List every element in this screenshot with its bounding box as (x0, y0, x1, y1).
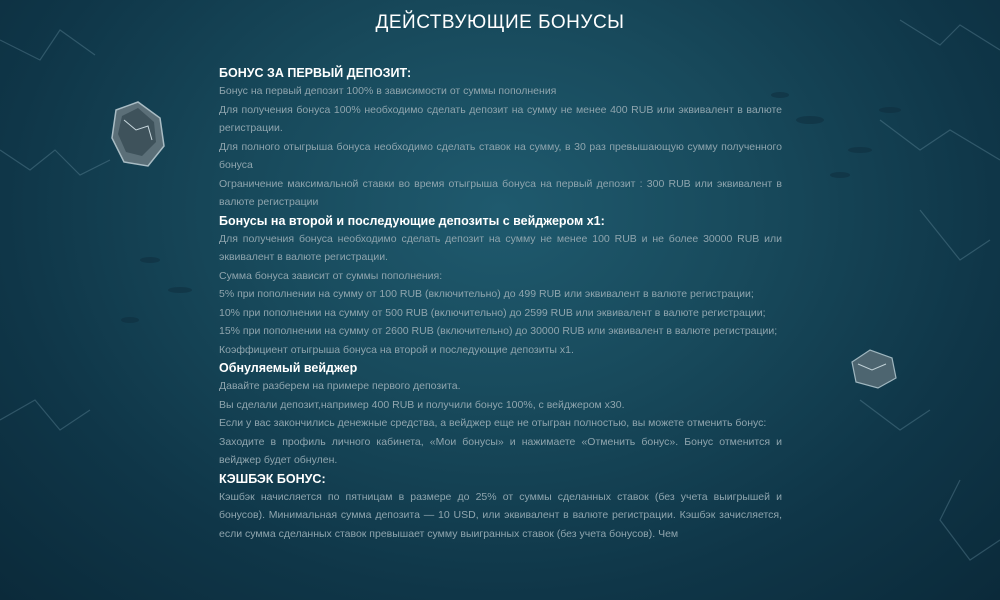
section-paragraph: Кэшбэк начисляется по пятницам в размере до 25% от суммы сделанных ставок (без учета выигрышей и бонусов). Минимальная сумма депозита — 10 USD, или эквивалент в валюте регистрации. Кэшбэк зачисляется, если сумма сделанных ставок превышает сумму выигранных ставок (без учета бонусов). Чем (219, 490, 782, 540)
section-paragraph: Бонус на первый депозит 100% в зависимости от суммы пополнения (219, 85, 557, 97)
section-heading: Бонусы на второй и последующие депозиты с вейджером х1: (219, 213, 605, 228)
section-paragraph: 15% при пополнении на сумму от 2600 RUB (включительно) до 30000 RUB или эквивалент в валюте регистрации; (219, 325, 778, 337)
section-paragraph: Для получения бонуса необходимо сделать депозит на сумму не менее 100 RUB и не более 30000 RUB или эквивалент в валюте регистрации. (219, 232, 782, 263)
section-heading: КЭШБЭК БОНУС: (219, 471, 326, 486)
section-paragraph: Сумма бонуса зависит от суммы пополнения: (219, 269, 443, 282)
section-paragraph: 5% при пополнении на сумму от 100 RUB (включительно) до 499 RUB или эквивалент в валюте регистрации; (219, 288, 754, 300)
section-heading: Обнуляемый вейджер (219, 361, 358, 375)
section-paragraph: Ограничение максимальной ставки во время отыгрыша бонуса на первый депозит : 300 RUB или эквивалент в валюте регистрации (219, 177, 782, 208)
section-paragraph: Если у вас закончились денежные средства, а вейджер еще не отыгран полностью, вы можете отменить бонус: (219, 417, 767, 429)
section-paragraph: 10% при пополнении на сумму от 500 RUB (включительно) до 2599 RUB или эквивалент в валюте регистрации; (219, 306, 766, 319)
section-paragraph: Коэффициент отыгрыша бонуса на второй и последующие депозиты х1. (219, 343, 574, 356)
page-title: ДЕЙСТВУЮЩИЕ БОНУСЫ (375, 12, 625, 33)
floating-stone-icon (108, 100, 168, 170)
section-paragraph: Давайте разберем на примере первого депозита. (219, 380, 461, 392)
section-paragraph: Для получения бонуса 100% необходимо сделать депозит на сумму не менее 400 RUB или эквивалент в валюте регистрации. (219, 103, 782, 134)
floating-stone-icon (848, 348, 898, 390)
section-heading: БОНУС ЗА ПЕРВЫЙ ДЕПОЗИТ: (219, 66, 412, 80)
section-paragraph: Вы сделали депозит,например 400 RUB и получили бонус 100%, с вейджером х30. (219, 398, 625, 411)
section-paragraph: Для полного отыгрыша бонуса необходимо сделать ставок на сумму, в 30 раз превышающую сумму полученного бонуса (219, 140, 782, 171)
section-paragraph: Заходите в профиль личного кабинета, «Мои бонусы» и нажимаете «Отменить бонус». Бонус отменится и вейджер будет обнулен. (219, 435, 782, 466)
bonus-content (219, 64, 782, 543)
